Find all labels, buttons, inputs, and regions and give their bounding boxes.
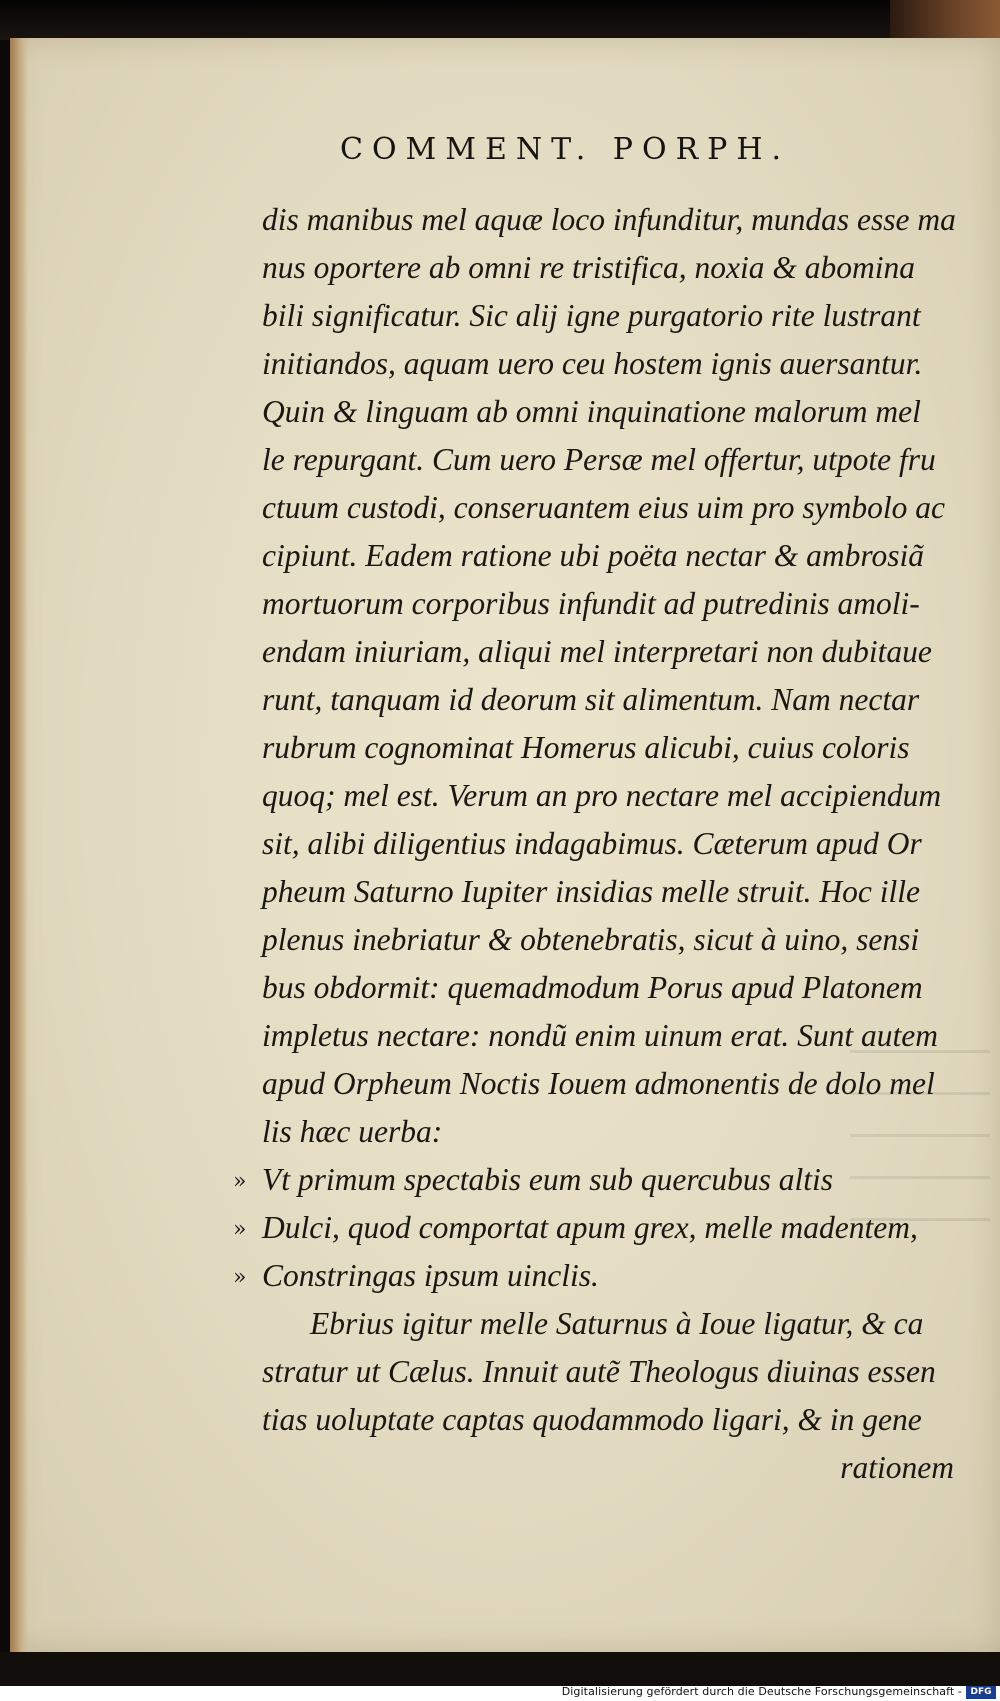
text-line: rubrum cognominat Homerus alicubi, cuius coloris bbox=[262, 730, 910, 765]
verse-line bbox=[233, 1156, 954, 1204]
text-line: pheum Saturno Iupiter insidias melle struit. Hoc ille bbox=[262, 874, 920, 909]
scan-bottom-shadow bbox=[0, 1652, 1000, 1686]
text-line: tias uoluptate captas quodammodo ligari, & in gene bbox=[262, 1402, 922, 1437]
text-line: sit, alibi diligentius indagabimus. Cæterum apud Or bbox=[262, 826, 922, 861]
text-line: le repurgant. Cum uero Persæ mel offertur, utpote fru bbox=[262, 442, 936, 477]
verse-text: Constringas ipsum uinclis. bbox=[262, 1258, 599, 1293]
text-line: mortuorum corporibus infundit ad putredinis amoli- bbox=[262, 586, 920, 621]
text-line: apud Orpheum Noctis Iouem admonentis de dolo mel bbox=[262, 1066, 935, 1101]
text-line: initiandos, aquam uero ceu hostem ignis auersantur. bbox=[262, 346, 923, 381]
dfg-logo: DFG bbox=[966, 1686, 996, 1699]
verse-text: Dulci, quod comportat apum grex, melle madentem, bbox=[262, 1210, 918, 1245]
quotation-mark: » bbox=[233, 1265, 247, 1290]
digitization-credit: Digitalisierung gefördert durch die Deutsche Forschungsgemeinschaft - bbox=[561, 1685, 962, 1698]
scan-footer-band bbox=[0, 1652, 1000, 1701]
body-text bbox=[233, 196, 956, 1492]
verse-line bbox=[233, 1204, 954, 1252]
text-line: cipiunt. Eadem ratione ubi poëta nectar & ambrosiã bbox=[262, 538, 925, 573]
text-line: runt, tanquam id deorum sit alimentum. Nam nectar bbox=[262, 682, 920, 717]
text-line: dis manibus mel aquæ loco infunditur, mundas esse ma bbox=[262, 202, 956, 237]
text-line: Quin & linguam ab omni inquinatione malorum mel bbox=[262, 394, 921, 429]
text-line: plenus inebriatur & obtenebratis, sicut à uino, sensi bbox=[262, 922, 920, 957]
text-line: impletus nectare: nondũ enim uinum erat. Sunt autem bbox=[262, 1018, 938, 1053]
catchword: rationem bbox=[840, 1450, 954, 1485]
text-line: ctuum custodi, conseruantem eius uim pro symbolo ac bbox=[262, 490, 945, 525]
text-line: quoq; mel est. Verum an pro nectare mel accipiendum bbox=[262, 778, 942, 813]
scan-top-shadow bbox=[0, 0, 1000, 40]
running-header: COMMENT. PORPH. bbox=[340, 132, 791, 167]
text-line: Ebrius igitur melle Saturnus à Ioue ligatur, & ca bbox=[310, 1306, 924, 1341]
verse-line bbox=[233, 1252, 954, 1300]
verse-text: Vt primum spectabis eum sub quercubus altis bbox=[262, 1162, 834, 1197]
text-line: lis hæc uerba: bbox=[262, 1114, 443, 1149]
quotation-mark: » bbox=[233, 1217, 247, 1242]
text-line: bus obdormit: quemadmodum Porus apud Platonem bbox=[262, 970, 923, 1005]
page-gutter bbox=[10, 38, 28, 1652]
text-line: bili significatur. Sic alij igne purgatorio rite lustrant bbox=[262, 298, 921, 333]
text-line: nus oportere ab omni re tristifica, noxia & abomina bbox=[262, 250, 916, 285]
quotation-mark: » bbox=[233, 1169, 247, 1194]
text-line: endam iniuriam, aliqui mel interpretari non dubitaue bbox=[262, 634, 932, 669]
text-line: stratur ut Cælus. Innuit autẽ Theologus diuinas essen bbox=[262, 1354, 936, 1389]
